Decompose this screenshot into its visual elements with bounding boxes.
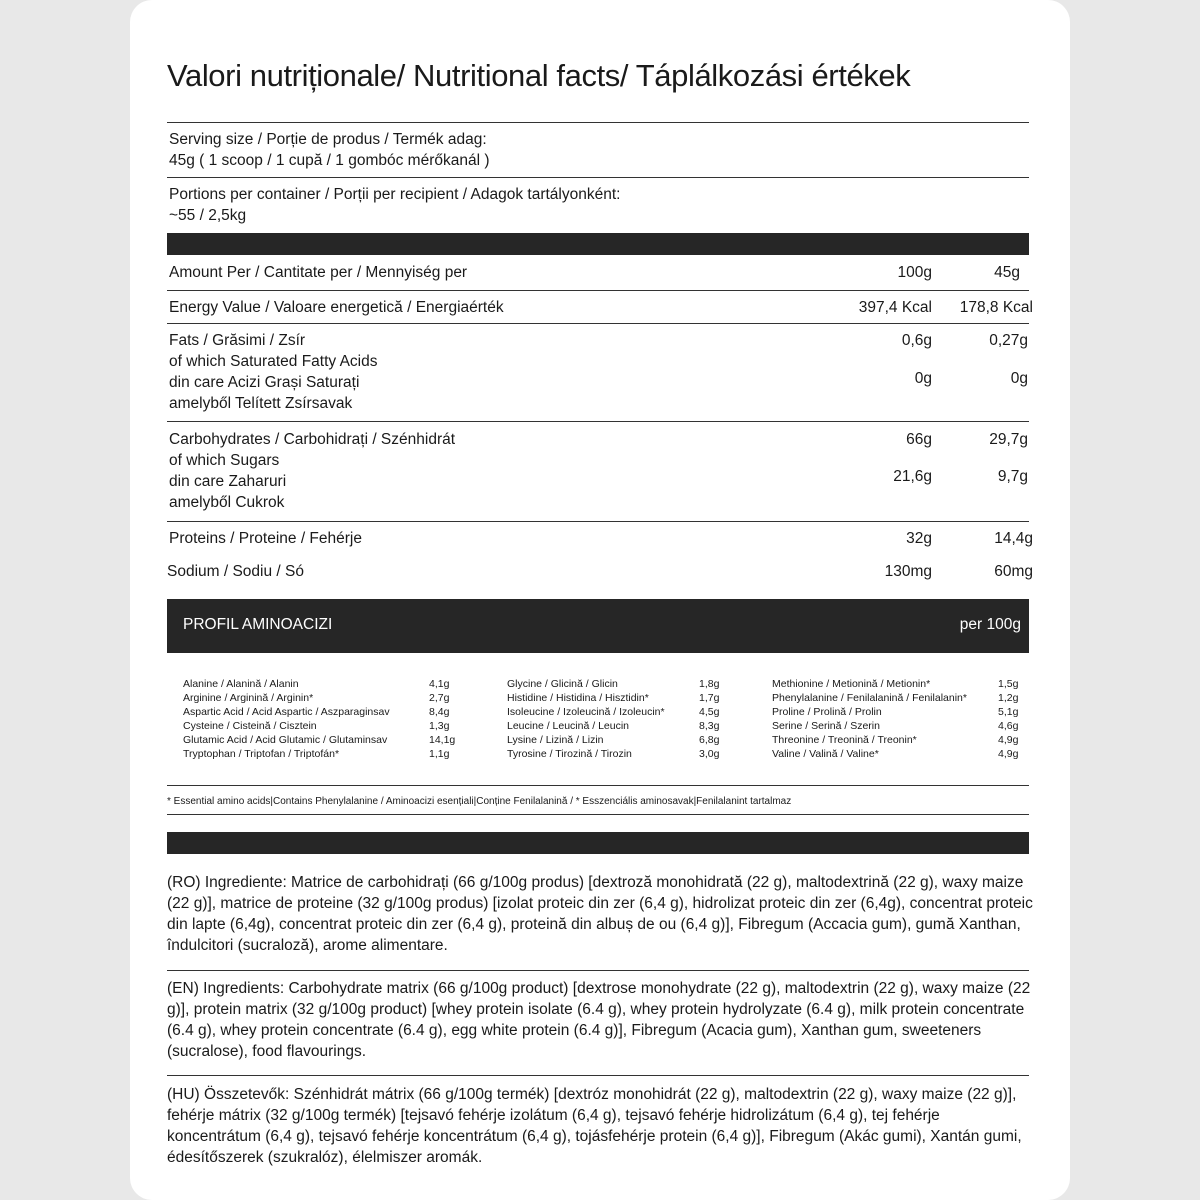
amino-acid-value: 1,8g bbox=[699, 678, 720, 690]
amino-acid-name: Leucine / Leucină / Leucin bbox=[507, 720, 630, 732]
portions-value: ~55 / 2,5kg bbox=[169, 207, 247, 224]
divider bbox=[167, 814, 1029, 815]
amino-acid-value: 1,1g bbox=[429, 748, 450, 760]
amino-acid-name: Threonine / Treonină / Treonin* bbox=[772, 734, 917, 746]
saturated-label-ro: din care Acizi Grași Saturați bbox=[169, 374, 360, 391]
divider bbox=[167, 970, 1029, 971]
divider bbox=[167, 521, 1029, 522]
amino-acid-name: Glutamic Acid / Acid Glutamic / Glutaminsav bbox=[183, 734, 388, 746]
carbs-value-serving: 29,7g bbox=[989, 431, 1028, 448]
divider bbox=[167, 290, 1029, 291]
saturated-label-hu: amelyből Telített Zsírsavak bbox=[169, 395, 353, 412]
amino-acid-value: 1,3g bbox=[429, 720, 450, 732]
carbs-label: Carbohydrates / Carbohidrați / Szénhidrát bbox=[169, 431, 456, 448]
amino-acid-name: Valine / Valină / Valine* bbox=[772, 748, 879, 760]
sugars-label-en: of which Sugars bbox=[169, 452, 280, 469]
column-header-serving: 45g bbox=[994, 264, 1020, 281]
amino-acid-value: 1,7g bbox=[699, 692, 720, 704]
divider bbox=[167, 177, 1029, 178]
divider bbox=[167, 1075, 1029, 1076]
saturated-value-serving: 0g bbox=[1010, 370, 1028, 387]
sodium-value-serving: 60mg bbox=[994, 563, 1033, 580]
page-title: Valori nutriționale/ Nutritional facts/ Táplálkozási értékek bbox=[167, 58, 911, 93]
amino-acid-value: 4,6g bbox=[998, 720, 1019, 732]
amino-acid-value: 1,5g bbox=[998, 678, 1019, 690]
section-bar bbox=[167, 233, 1029, 255]
ingredients-hu: (HU) Összetevők: Szénhidrát mátrix (66 g/100g termék) [dextróz monohidrát (22 g), maltodextrin (22 g), waxy maize (22 g)], fehérje mátrix (32 g/100g termék) [tejsavó fehérje izolátum (6,4 g), tejsavó fehérje hidrolizátum (6,4 g), tej fehérje koncentrátum (6,4 g), tejsavó fehérje koncentrátum (6,4 g), tojásfehérje protein (6,4 g)], Fibregum (Akác gumi), Xantán gumi, édesítőszerek (szukralóz), élelmiszer aromák. bbox=[167, 1086, 1022, 1166]
ingredients-en: (EN) Ingredients: Carbohydrate matrix (66 g/100g product) [dextrose monohydrate (22 g), maltodextrin (22 g), waxy maize (22 g)], protein matrix (32 g/100g product) [whey protein isolate (6.4 g), whey protein hydrolyzate (6.4 g), milk protein concentrate (6.4 g), whey protein concentrate (6.4 g), egg white protein (6.4 g)], Fibregum (Acacia gum), Xanthan gum, sweeteners (sucralose), food flavourings. bbox=[167, 980, 1031, 1060]
sodium-label: Sodium / Sodiu / Só bbox=[167, 563, 304, 580]
divider bbox=[167, 421, 1029, 422]
amino-acid-name: Alanine / Alanină / Alanin bbox=[183, 678, 299, 690]
energy-value-100g: 397,4 Kcal bbox=[858, 299, 932, 316]
energy-value-serving: 178,8 Kcal bbox=[959, 299, 1033, 316]
amino-acid-value: 4,1g bbox=[429, 678, 450, 690]
amino-profile-header bbox=[167, 599, 1029, 653]
amino-acid-name: Methionine / Metionină / Metionin* bbox=[772, 678, 931, 690]
amino-acid-name: Glycine / Glicină / Glicin bbox=[507, 678, 618, 690]
sugars-label-ro: din care Zaharuri bbox=[169, 473, 287, 490]
divider bbox=[167, 323, 1029, 324]
amino-acid-value: 5,1g bbox=[998, 706, 1019, 718]
saturated-label-en: of which Saturated Fatty Acids bbox=[169, 353, 378, 370]
amino-acid-value: 4,9g bbox=[998, 734, 1019, 746]
amino-acid-value: 4,5g bbox=[699, 706, 720, 718]
proteins-value-100g: 32g bbox=[906, 530, 932, 547]
amino-acid-value: 14,1g bbox=[429, 734, 456, 746]
sugars-value-100g: 21,6g bbox=[893, 468, 932, 485]
amino-acid-name: Arginine / Arginină / Arginin* bbox=[183, 692, 314, 704]
amino-acid-name: Serine / Serină / Szerin bbox=[772, 720, 880, 732]
column-header-100g: 100g bbox=[897, 264, 932, 281]
amino-acid-value: 2,7g bbox=[429, 692, 450, 704]
proteins-value-serving: 14,4g bbox=[994, 530, 1033, 547]
amino-acid-name: Histidine / Histidina / Hisztidin* bbox=[507, 692, 649, 704]
amino-acid-value: 1,2g bbox=[998, 692, 1019, 704]
amino-acid-name: Lysine / Lizină / Lizin bbox=[507, 734, 604, 746]
sugars-value-serving: 9,7g bbox=[997, 468, 1028, 485]
divider bbox=[167, 785, 1029, 786]
divider bbox=[167, 122, 1029, 123]
amino-acid-name: Isoleucine / Izoleucină / Izoleucin* bbox=[507, 706, 665, 718]
amount-per-label: Amount Per / Cantitate per / Mennyiség per bbox=[169, 264, 468, 281]
section-bar bbox=[167, 832, 1029, 854]
amino-acid-name: Aspartic Acid / Acid Aspartic / Aszparaginsav bbox=[183, 706, 390, 718]
amino-profile-title: PROFIL AMINOACIZI bbox=[183, 616, 333, 633]
amino-acid-value: 8,3g bbox=[699, 720, 720, 732]
fats-label: Fats / Grăsimi / Zsír bbox=[169, 332, 306, 349]
amino-acid-name: Tyrosine / Tirozină / Tirozin bbox=[507, 748, 632, 760]
fats-value-100g: 0,6g bbox=[901, 332, 932, 349]
serving-size-label: Serving size / Porție de produs / Termék adag: bbox=[169, 131, 487, 148]
fats-value-serving: 0,27g bbox=[989, 332, 1028, 349]
sodium-value-100g: 130mg bbox=[884, 563, 932, 580]
sugars-label-hu: amelyből Cukrok bbox=[169, 494, 285, 511]
amino-acid-value: 8,4g bbox=[429, 706, 450, 718]
amino-acid-name: Cysteine / Cisteină / Cisztein bbox=[183, 720, 317, 732]
amino-footnote: * Essential amino acids|Contains Phenylalanine / Aminoacizi esențiali|Conține Fenilalanină / * Esszenciális aminosavak|Fenilalanint tartalmaz bbox=[167, 796, 792, 807]
serving-size-value: 45g ( 1 scoop / 1 cupă / 1 gombóc mérőkanál ) bbox=[169, 152, 490, 169]
ingredients-ro: (RO) Ingrediente: Matrice de carbohidrați (66 g/100g produs) [dextroză monohidrată (22 g), maltodextrină (22 g), waxy maize (22 g)], matrice de proteine (32 g/100g produs) [izolat proteic din zer (6,4 g), hidrolizat proteic din zer (6,4g), concentrat proteic din lapte (6,4g), concentrat proteic din zer (6,4 g), proteină din albuș de ou (6,4 g)], Fibregum (Accacia gum), gumă Xanthan, îndulcitori (sucraloză), arome alimentare. bbox=[167, 874, 1033, 954]
energy-label: Energy Value / Valoare energetică / Energiaérték bbox=[169, 299, 504, 316]
saturated-value-100g: 0g bbox=[914, 370, 932, 387]
carbs-value-100g: 66g bbox=[906, 431, 932, 448]
proteins-label: Proteins / Proteine / Fehérje bbox=[169, 530, 362, 547]
amino-acid-value: 4,9g bbox=[998, 748, 1019, 760]
amino-acid-name: Phenylalanine / Fenilalanină / Fenilalanin* bbox=[772, 692, 967, 704]
amino-acid-name: Tryptophan / Triptofan / Triptofán* bbox=[183, 748, 340, 760]
amino-acid-value: 3,0g bbox=[699, 748, 720, 760]
amino-acid-name: Proline / Prolină / Prolin bbox=[772, 706, 882, 718]
portions-label: Portions per container / Porții per recipient / Adagok tartályonként: bbox=[169, 186, 621, 203]
amino-profile-unit: per 100g bbox=[959, 616, 1021, 633]
amino-acid-value: 6,8g bbox=[699, 734, 720, 746]
